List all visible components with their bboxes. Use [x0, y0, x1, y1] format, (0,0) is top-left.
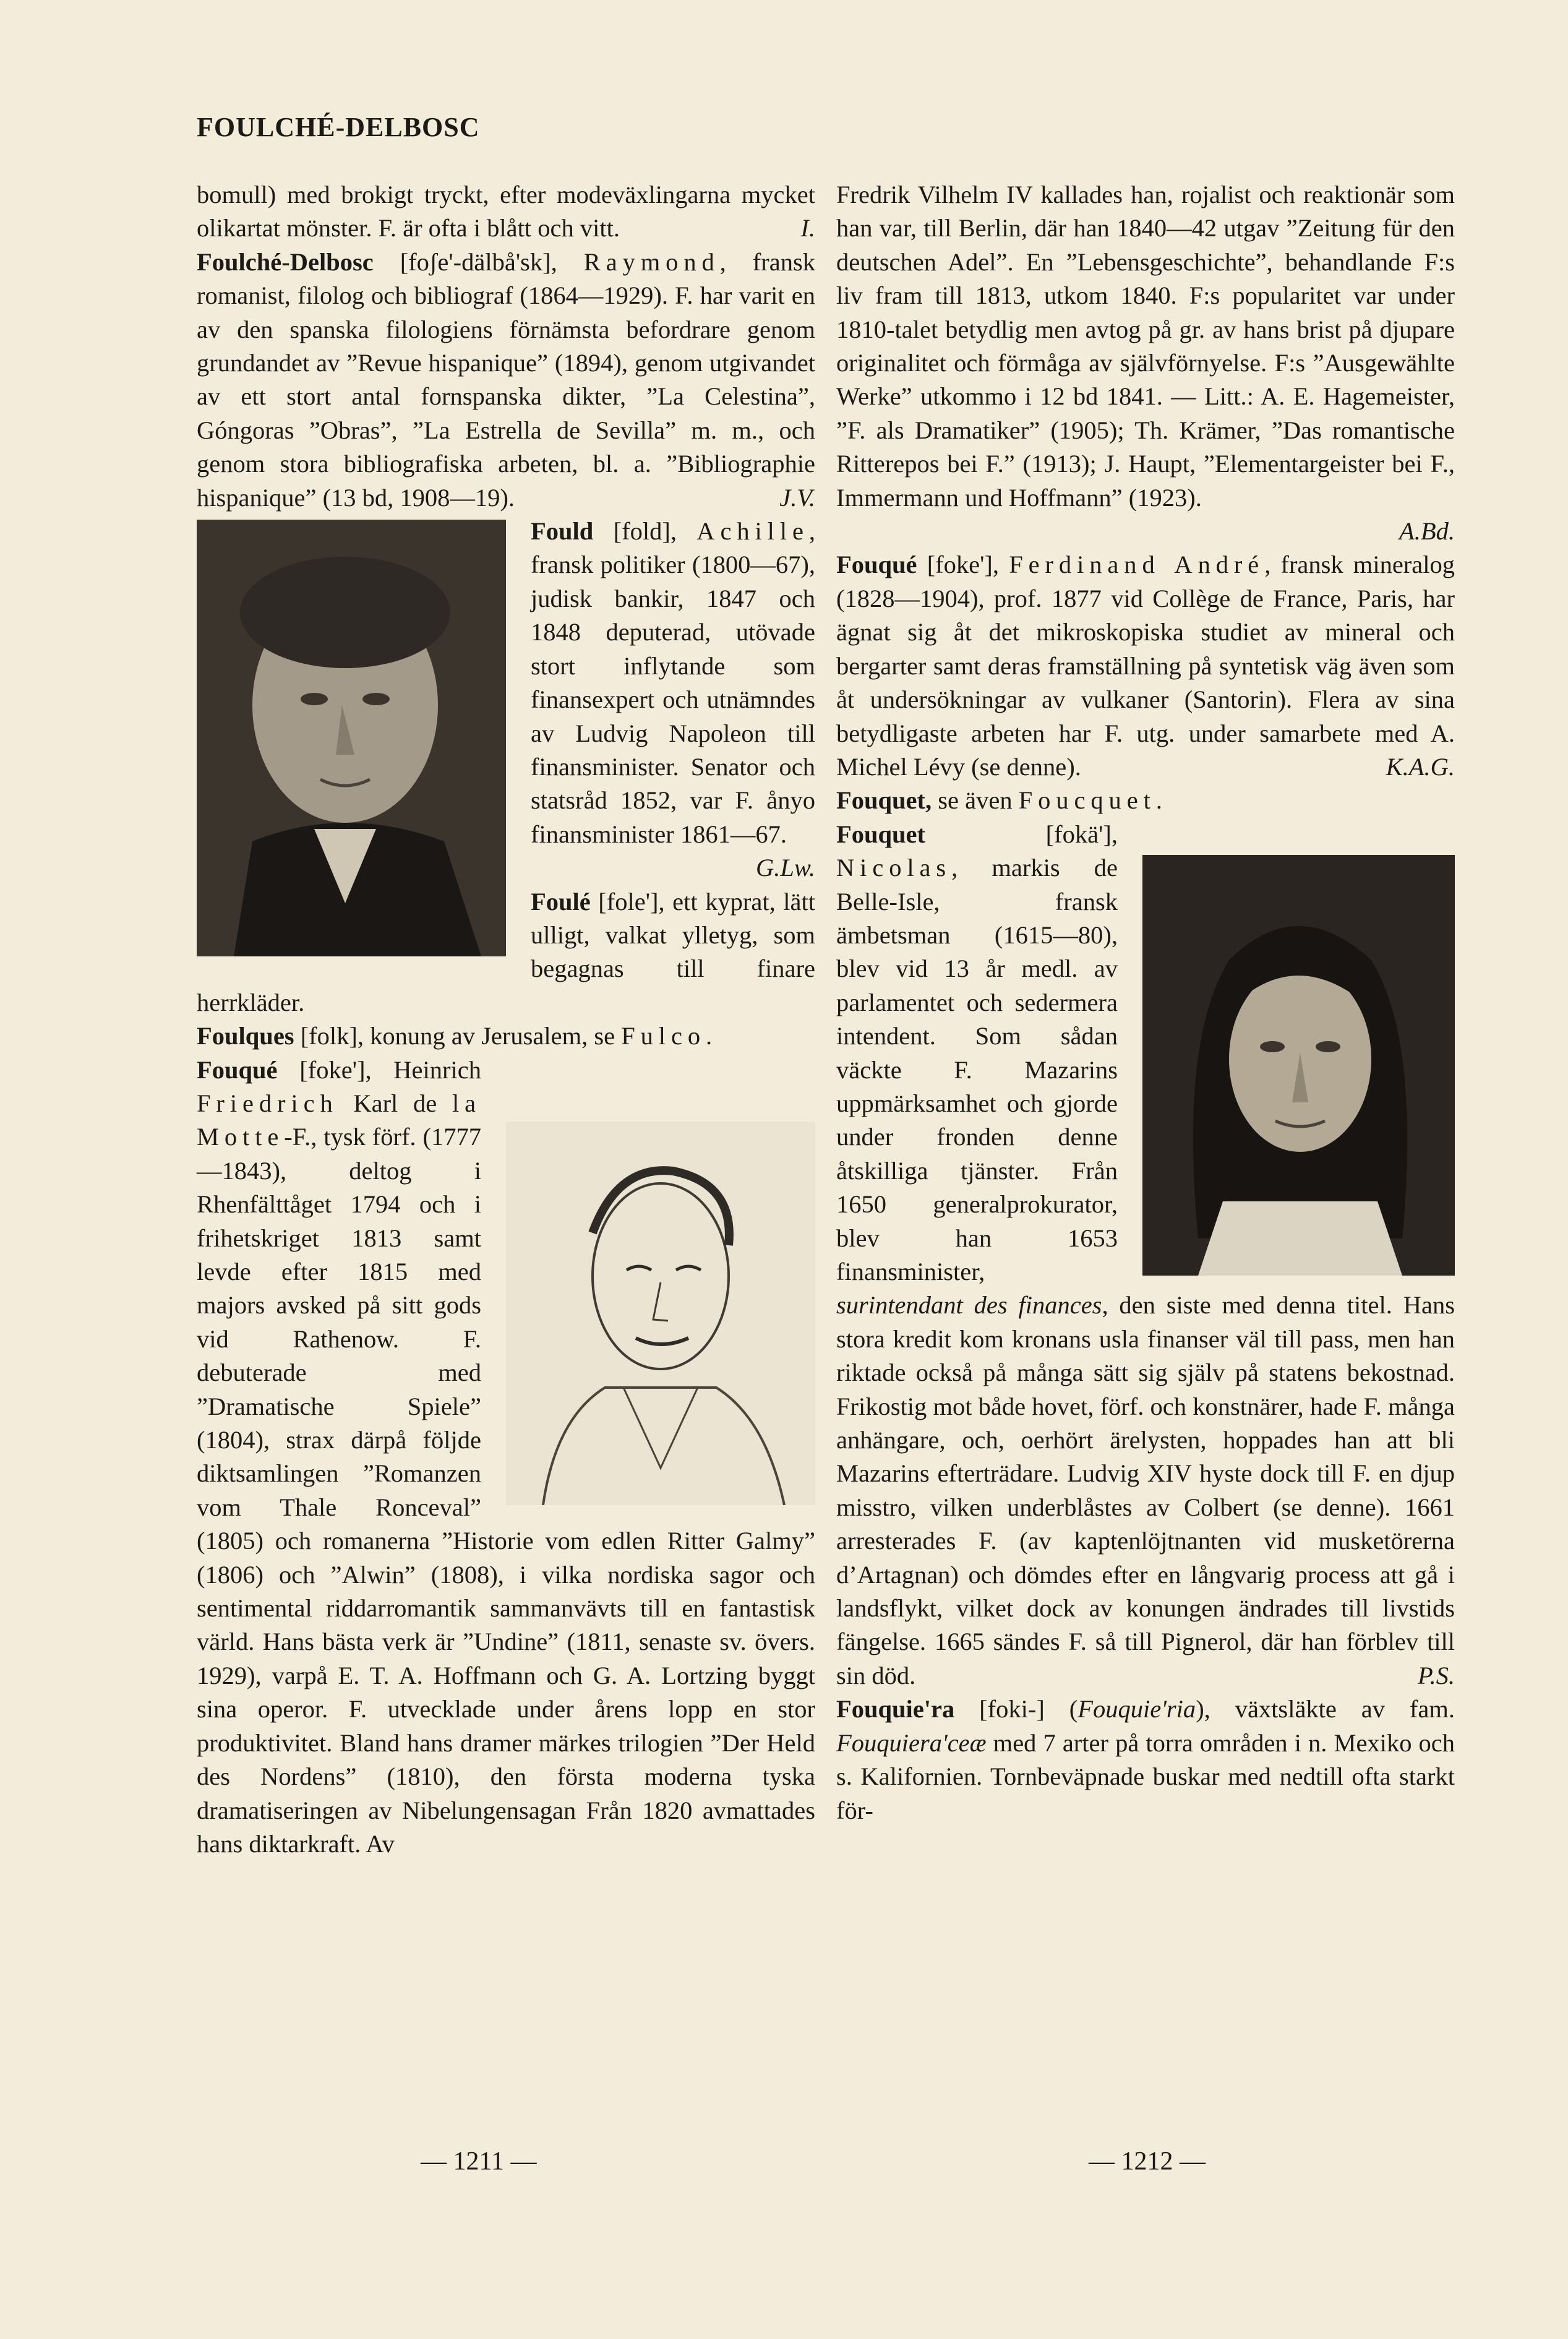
headword: Fouquie'ra: [836, 1695, 955, 1723]
entry-fouque-ferdinand-andre: Fouqué [foke'], Ferdinand André, fransk mineralog (1828—1904), prof. 1877 vid Collège de France, Paris, har ägnat sig åt det mikroskopiska studiet av mineral och bergarter samt deras framställning på syntetisk väg även som åt undersökningar av vulkaner (Santorin). Flera av sina betydligaste arbeten har F. utg. under samarbete med A. Michel Lévy (se denne). K.A.G.: [836, 548, 1455, 784]
portrait-image: [1142, 855, 1455, 1276]
headword: Fouquet,: [836, 786, 932, 815]
portrait-image: [506, 1122, 815, 1505]
page-number-right: — 1212 —: [1089, 2147, 1206, 2176]
author-signature: K.A.G.: [1386, 752, 1455, 781]
left-column: bomull) med brokigt tryckt, efter modeväxlingarna mycket olikartat mönster. F. är ofta i blått och vitt. I. Foulché-Delbosc [foʃe'-dälbå'sk], Raymond, fransk romanist, filolog och bibliograf (1864—1929). F. har varit en av den spanska filologiens förnämsta befordrare genom grundandet av ”Revue hispanique” (1894), genom utgivandet av ett stort antal fornspanska dikter, ”La Celestina”, Góngoras ”Obras”, ”La Estrella de Sevilla” m. m., och genom stora bibliografiska arbeten, bl. a. ”Bibliographie hispanique” (13 bd, 1908—19). J.V. Fould [fold], Achille, fransk politiker (1800—67), judisk bankir, 1847 och 1848 deputerad, utövade stort inflytande som finansexpert och utnämndes av Ludvig Napoleon till finansminister. Senator och statsråd 1852, var F. ånyo finansminister 1861—67. G.Lw. Foulé [fole'], ett kyprat, lätt ulligt, valkat ylletyg, som begagnas till finare herrkläder. Foulques [folk], konung av Jerusalem, se Fulco. Fouqué [foke'], Heinrich Friedrich Karl de la Motte-F., tysk förf. (1777—1843), deltog i Rhenfälttåget 1794 och i frihetskriget 1813 samt levde efter 1815 med majors avsked på sitt gods vid Rathenow. F. debuterade med ”Dramatische Spiele” (1804), strax därpå följde diktsamlingen ”Romanzen vom Thale Ronceval” (1805) och romanerna ”Historie vom edlen Ritter Galmy” (1806) och ”Alwin” (1808), i vilka nordiska sagor och sentimental riddarromantik sammanvävts till en fantastisk värld. Hans bästa verk är ”Undine” (1811, senaste sv. övers. 1929), varpå E. T. A. Hoffmann och G. A. Lortzing byggt sina operor. F. utvecklade under årens lopp en stor produktivitet. Bland hans dramer märkes trilogien ”Der Held des Nordens” (1810), den första moderna tyska dramatiseringen av Nibelungensagan Från 1820 avmattades hans diktarkraft. Av: [197, 178, 815, 1861]
right-column: Fredrik Vilhelm IV kallades han, rojalist och reaktionär som han var, till Berlin, där han 1840—42 utgav ”Zeitung für den deutschen Adel”. En ”Lebensgeschichte”, behandlande F:s liv fram till 1813, utkom 1840. F:s popularitet var under 1810-talet betydlig men avtog på gr. av hans brist på djupare originalitet och förmåga av självförnyelse. F:s ”Ausgewählte Werke” utkommo i 12 bd 1841. — Litt.: A. E. Hagemeister, ”F. als Dramatiker” (1905); Th. Krämer, ”Das romantische Ritterepos bei F.” (1913); J. Haupt, ”Elementargeister bei F., Immermann und Hoffmann” (1923). A.Bd. Fouqué [foke'], Ferdinand André, fransk mineralog (1828—1904), prof. 1877 vid Collège de France, Paris, har ägnat sig åt det mikroskopiska studiet av mineral och bergarter samt deras framställning på syntetisk väg även som åt undersökningar av vulkaner (Santorin). Flera av sina betydligaste arbeten har F. utg. under samarbete med A. Michel Lévy (se denne). K.A.G. Fouquet, se även Foucquet. Fouquet [fokä'], Nicolas, markis de Belle-Isle, fransk ämbetsman (1615—80), blev vid 13 år medl. av parlamentet och sedermera intendent. Som sådan väckte F. Mazarins uppmärksamhet och gjorde under fronden denne åtskilliga tjänster. Från 1650 generalprokurator, blev han 1653 finansminister, surintendant des finances, den siste med denna titel. Hans stora kredit kom kronans usla finanser väl till pass, men han riktade också på många sätt sig själv på statens bekostnad. Frikostig mot både hovet, förf. och konstnärer, hade F. många anhängare, och, oerhört ärelysten, hoppades han att bli Mazarins efterträdare. Ludvig XIV hyste dock till F. en djup misstro, vilken underblåstes av Colbert (se denne). 1661 arresterades F. (av kaptenlöjtnanten vid musketörerna d’Artagnan) och dömdes efter en långvarig process att gå i landsflykt, vilket dock av konungen ändrades till livstids fängelse. 1665 sändes F. så till Pignerol, där han förblev till sin död. P.S. Fouquie'ra [foki-] (Fouquie'ria), växtsläkte av fam. Fouquiera'ceæ med 7 arter på torra områden i n. Mexiko och s. Kalifornien. Tornbeväpnade buskar med nedtill ofta starkt för-: [836, 178, 1455, 1827]
headword: Foulques: [197, 1022, 294, 1050]
entry-fouquiera: Fouquie'ra [foki-] (Fouquie'ria), växtsläkte av fam. Fouquiera'ceæ med 7 arter på torra områden i n. Mexiko och s. Kalifornien. Tornbeväpnade buskar med nedtill ofta starkt för-: [836, 1695, 1455, 1824]
author-signature: I.: [800, 214, 815, 242]
headword: Foulché-Delbosc: [197, 247, 374, 276]
cross-reference: Foucquet.: [1018, 786, 1168, 815]
author-signature: A.Bd.: [1399, 517, 1455, 546]
entry-foulques: Foulques [folk], konung av Jerusalem, se Fulco.: [197, 1022, 718, 1050]
headword: Fould: [531, 517, 594, 546]
author-signature: P.S.: [1417, 1661, 1455, 1689]
entry-foule: Foulé [fole'], ett kyprat, lätt ulligt, valkat ylletyg, som begagnas till finare herrkläder.: [197, 887, 815, 1016]
entry-fouquet-reference: Fouquet, se även Foucquet.: [836, 786, 1168, 815]
page-number-left: — 1211 —: [421, 2147, 537, 2176]
entry-fould: Fould [fold], Achille, fransk politiker (1800—67), judisk bankir, 1847 och 1848 deputerad, utövade stort inflytande som finansexpert och utnämndes av Ludvig Napoleon till finansminister. Senator och statsråd 1852, var F. ånyo finansminister 1861—67.: [531, 517, 815, 848]
portrait-friedrich-fouque: [506, 1122, 815, 1505]
author-signature: J.V.: [779, 483, 815, 512]
headword: Foulé: [531, 887, 591, 916]
entry-foulche-delbosc: Foulché-Delbosc [foʃe'-dälbå'sk], Raymond, fransk romanist, filolog och bibliograf (1864—1929). F. har varit en av den spanska filologiens förnämsta befordrare genom grundandet av ”Revue hispanique” (1894), genom utgivandet av ett stort antal fornspanska dikter, ”La Celestina”, Góngoras ”Obras”, ”La Estrella de Sevilla” m. m., och genom stora bibliografiska arbeten, bl. a. ”Bibliographie hispanique” (13 bd, 1908—19). J.V.: [197, 246, 815, 515]
continued-entry: bomull) med brokigt tryckt, efter modeväxlingarna mycket olikartat mönster. F. är ofta i blått och vitt. I.: [197, 178, 815, 246]
portrait-nicolas-fouquet: [1142, 855, 1455, 1276]
cross-reference: Fulco.: [621, 1022, 718, 1050]
author-signature: G.Lw.: [755, 854, 815, 882]
headword: Fouqué: [197, 1055, 278, 1084]
headword: Fouqué: [836, 551, 917, 579]
running-head: FOULCHÉ-DELBOSC: [197, 112, 480, 142]
headword: Fouquet: [836, 820, 926, 848]
portrait-image: [197, 520, 506, 956]
portrait-achille-fould: [197, 520, 506, 956]
continued-entry: Fredrik Vilhelm IV kallades han, rojalist och reaktionär som han var, till Berlin, där han 1840—42 utgav ”Zeitung für den deutschen Adel”. En ”Lebensgeschichte”, behandlande F:s liv fram till 1813, utkom 1840. F:s popularitet var under 1810-talet betydlig men avtog på gr. av hans brist på djupare originalitet och förmåga av självförnyelse. F:s ”Ausgewählte Werke” utkommo i 12 bd 1841. — Litt.: A. E. Hagemeister, ”F. als Dramatiker” (1905); Th. Krämer, ”Das romantische Ritterepos bei F.” (1913); J. Haupt, ”Elementargeister bei F., Immermann und Hoffmann” (1923).: [836, 181, 1455, 512]
